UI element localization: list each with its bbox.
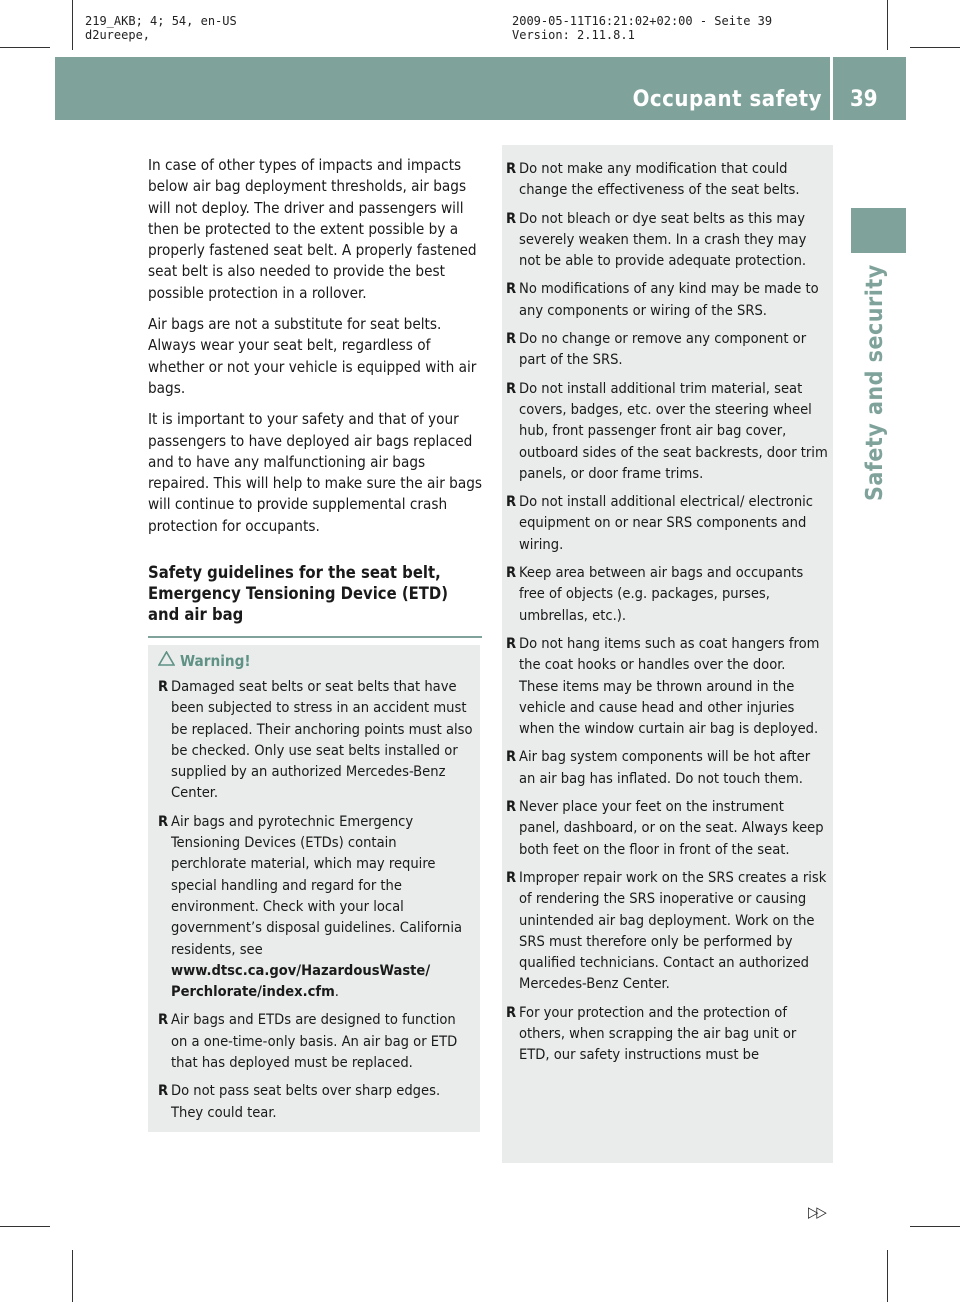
bullet: R (506, 748, 517, 766)
list-item-text: Improper repair work on the SRS creates a risk of rendering the SRS inoperative or causing unintended air bag deployment. Work on the SRS must therefore only be performed by qualified technicians. Contact an authorized Mercedes-Benz Center. (519, 868, 827, 993)
header-divider (830, 57, 833, 120)
crop-mark (910, 47, 960, 48)
list-item (506, 378, 828, 484)
list-item (506, 491, 828, 555)
list-item-text: Air bags and ETDs are designed to function on a one-time-only basis. An air bag or ETD that has deployed must be replaced. (171, 1011, 458, 1072)
list-item-text: Do no change or remove any component or part of the SRS. (519, 330, 807, 369)
list-item-text: Do not install additional electrical/ electronic equipment on or near SRS components and wiring. (519, 493, 814, 553)
bullet: R (506, 564, 517, 582)
list-item-text: Do not make any modification that could change the effectiveness of the seat belts. (519, 160, 800, 199)
list-item (506, 278, 828, 321)
list-item (506, 633, 828, 739)
print-meta-left-line1: 219_AKB; 4; 54, en-US (85, 14, 237, 28)
bullet: R (158, 678, 169, 695)
crop-mark (0, 47, 50, 48)
section-rule (148, 636, 482, 638)
list-item (506, 328, 828, 371)
crop-mark (72, 0, 73, 50)
crop-mark (887, 0, 888, 50)
guidelines-list (506, 158, 828, 1073)
list-item-text: Never place your feet on the instrument panel, dashboard, or on the seat. Always keep both feet on the floor in front of the seat. (519, 798, 824, 858)
bullet: R (158, 1082, 169, 1100)
list-item-text: Do not hang items such as coat hangers from the coat hooks or handles over the door. These items may be thrown around in the vehicle and cause head and other injuries when the window curtain air bag is deployed. (519, 634, 820, 738)
bullet: R (506, 868, 517, 886)
bullet: R (506, 379, 517, 397)
link-suffix: . (334, 983, 339, 1001)
chapter-label: Safety and security (862, 264, 888, 501)
print-meta-left (85, 14, 237, 42)
page-title: Occupant safety (632, 87, 822, 112)
crop-mark (0, 1226, 50, 1227)
bullet: R (506, 209, 517, 227)
crop-mark (887, 1250, 888, 1302)
paragraph: It is important to your safety and that of your passengers to have deployed air bags replaced and to have any malfunctioning air bags repaired. This will help to make sure the air bags will continue to provide supplemental crash protection for occupants. (148, 410, 483, 535)
list-item (506, 867, 828, 995)
list-item (506, 796, 828, 860)
paragraph: In case of other types of impacts and impacts below air bag deployment thresholds, air bags will not deploy. The driver and passengers will then be protected to the extent possible by a properly fastened seat belt. A properly fastened seat belt is also needed to provide the best possible protection in a rollover. (148, 156, 477, 302)
crop-mark (910, 1226, 960, 1227)
section-heading: Safety guidelines for the seat belt, Emergency Tensioning Device (ETD) and air bag (148, 563, 448, 625)
disposal-link[interactable]: www.dtsc.ca.gov/HazardousWaste/ Perchlorate/index.cfm (171, 961, 431, 1001)
list-item (158, 811, 476, 1003)
side-tab-marker (851, 208, 906, 253)
list-item (506, 562, 828, 626)
left-column (148, 155, 482, 627)
warning-title-text: Warning! (180, 652, 251, 670)
warning-title (158, 651, 251, 670)
bullet: R (506, 634, 517, 652)
list-item (158, 1009, 476, 1073)
list-item-text: Keep area between air bags and occupants free of objects (e.g. packages, purses, umbrellas, etc.). (519, 564, 804, 624)
bullet: R (506, 1003, 517, 1021)
list-item-text: Do not bleach or dye seat belts as this may severely weaken them. In a crash they may not be able to provide adequate protection. (519, 209, 807, 270)
bullet: R (158, 1011, 169, 1029)
continue-arrows-icon: ▷▷ (808, 1203, 825, 1221)
list-item-text: Do not pass seat belts over sharp edges. They could tear. (171, 1082, 441, 1121)
list-item-text: For your protection and the protection of others, when scrapping the air bag unit or ETD, our safety instructions must be (519, 1003, 797, 1064)
list-item (158, 676, 476, 804)
print-meta-right-line2: Version: 2.11.8.1 (512, 28, 635, 42)
list-item-text: Air bags and pyrotechnic Emergency Tensioning Devices (ETDs) contain perchlorate material, which may require special handling and regard for the environment. Check with your local government’s disposal guidelines. California residents, see (171, 812, 463, 958)
bullet: R (506, 493, 517, 511)
crop-mark (72, 1250, 73, 1302)
print-meta-right (512, 14, 772, 42)
list-item-text: Do not install additional trim material, seat covers, badges, etc. over the steering wheel hub, front passenger front air bag cover, outboard sides of the seat backrests, door trim panels, or door frame trims. (519, 379, 828, 482)
list-item-text: Damaged seat belts or seat belts that have been subjected to stress in an accident must be replaced. Their anchoring points must also be checked. Only use seat belts installed or supplied by an authorized Mercedes-Benz Center. (171, 678, 473, 802)
list-item-text: Air bag system components will be hot after an air bag has inflated. Do not touch them. (519, 748, 811, 787)
print-meta-right-line1: 2009-05-11T16:21:02+02:00 - Seite 39 (512, 14, 773, 28)
bullet: R (506, 280, 517, 298)
list-item (506, 1002, 828, 1066)
paragraph: Air bags are not a substitute for seat belts. Always wear your seat belt, regardless of whether or not your vehicle is equipped with air bags. (148, 315, 477, 397)
list-item (506, 158, 828, 201)
list-item (158, 1080, 476, 1123)
print-meta-left-line2: d2ureepe, (85, 28, 151, 42)
bullet: R (506, 160, 517, 177)
warning-list (158, 676, 476, 1130)
page-number: 39 (850, 87, 878, 112)
warning-triangle-icon (158, 651, 180, 670)
list-item (506, 208, 828, 272)
bullet: R (506, 330, 517, 348)
bullet: R (158, 812, 169, 830)
list-item-text: No modifications of any kind may be made to any components or wiring of the SRS. (519, 280, 819, 319)
list-item (506, 746, 828, 789)
bullet: R (506, 798, 517, 816)
